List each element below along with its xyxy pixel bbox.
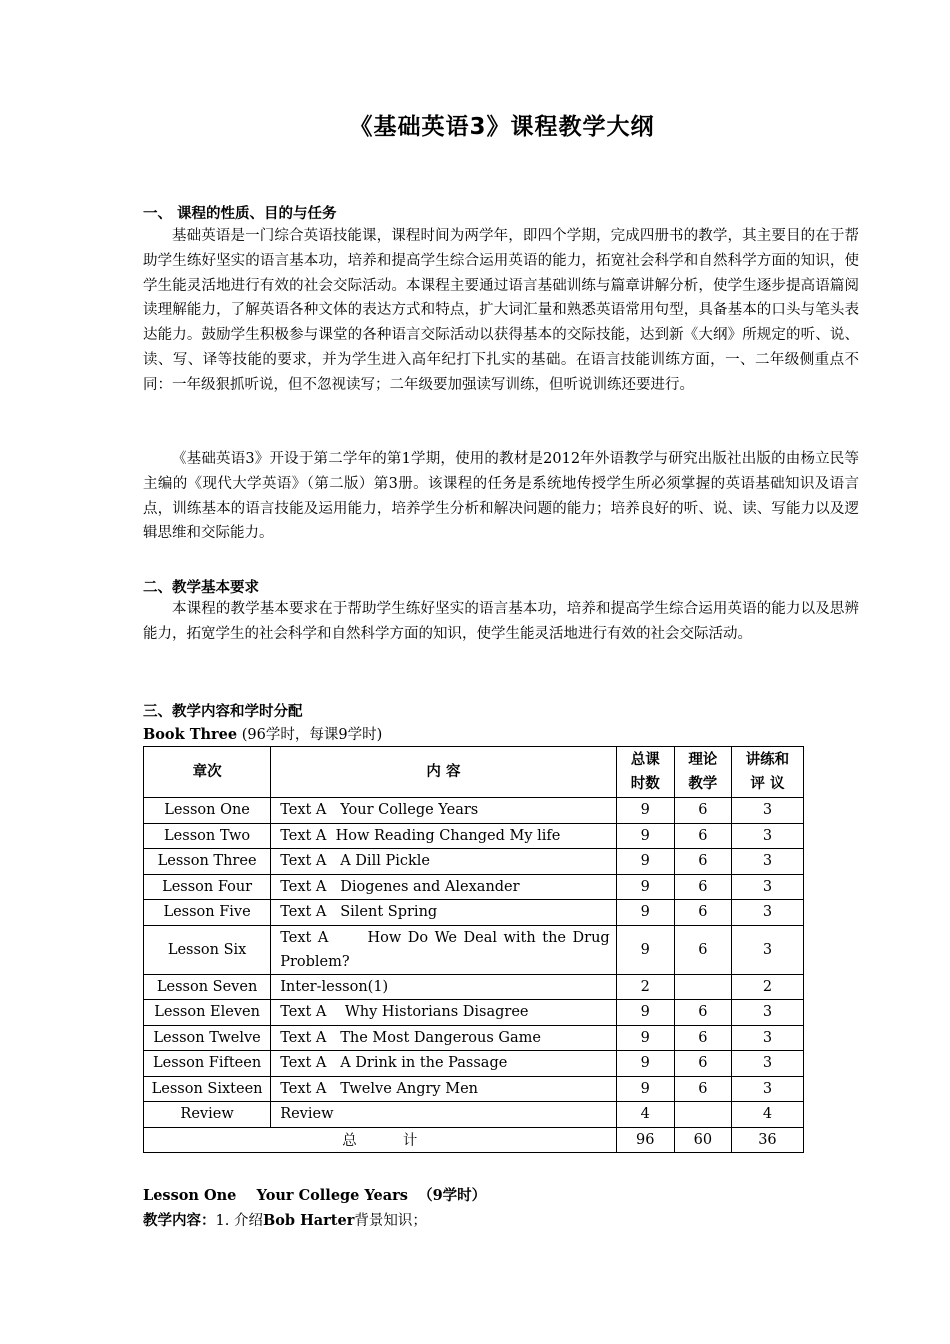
cell-content: Text A Silent Spring	[271, 900, 617, 926]
cell-theory: 6	[674, 849, 731, 875]
cell-chapter: Lesson Seven	[144, 974, 271, 1000]
cell-practice: 3	[731, 1076, 803, 1102]
cell-content: Text A Your College Years	[271, 798, 617, 824]
cell-practice: 3	[731, 849, 803, 875]
section-2-paragraph: 本课程的教学基本要求在于帮助学生练好坚实的语言基本功，培养和提高学生综合运用英语的能力以及思辨能力，拓宽学生的社会科学和自然科学方面的知识，使学生能灵活地进行有效的社会交际活动。	[143, 601, 859, 642]
cell-theory: 6	[674, 874, 731, 900]
cell-total: 9	[616, 1025, 674, 1051]
section-1-paragraph-1: 基础英语是一门综合英语技能课，课程时间为两学年，即四个学期，完成四册书的教学，其主要目的在于帮助学生练好坚实的语言基本功，培养和提高学生综合运用英语的能力，拓宽社会科学和自然科学方面的知识，使学生能灵活地进行有效的社会交际活动。本课程主要通过语言基础训练与篇章讲解分析，使学生逐步提高语篇阅读理解能力，了解英语各种文体的表达方式和特点，扩大词汇量和熟悉英语常用句型，具备基本的口头与笔头表达能力。鼓励学生积极参与课堂的各种语言交际活动以获得基本的交际技能，达到新《大纲》所规定的听、说、读、写、译等技能的要求，并为学生进入高年纪打下扎实的基础。在语言技能训练方面，一、二年级侧重点不同：一年级狠抓听说，但不忽视读写；二年级要加强读写训练，但听说训练还要进行。	[143, 228, 859, 393]
book-note: (96学时，每课9学时)	[237, 727, 383, 743]
summary-total: 96	[616, 1127, 674, 1153]
summary-practice: 36	[731, 1127, 803, 1153]
cell-theory: 6	[674, 823, 731, 849]
cell-total: 9	[616, 1000, 674, 1026]
content-name: Bob Harter	[262, 1212, 355, 1229]
cell-chapter: Lesson Four	[144, 874, 271, 900]
cell-theory: 6	[674, 1076, 731, 1102]
table-row	[144, 849, 804, 875]
cell-content: Text A A Drink in the Passage	[271, 1051, 617, 1077]
header-theory: 理论 教学	[674, 747, 731, 798]
table-row	[144, 1025, 804, 1051]
table-row	[144, 874, 804, 900]
cell-content: Text A How Do We Deal with the Drug Problem?	[271, 925, 617, 974]
content-label: 教学内容：	[143, 1213, 216, 1229]
lesson-one-heading: Lesson One Your College Years （9学时）	[143, 1187, 487, 1204]
cell-chapter: Lesson Two	[144, 823, 271, 849]
section-2-heading: 二、教学基本要求	[143, 580, 259, 596]
cell-practice: 4	[731, 1102, 803, 1128]
cell-theory: 6	[674, 900, 731, 926]
cell-theory	[674, 1102, 731, 1128]
cell-chapter: Lesson One	[144, 798, 271, 824]
table-header-row	[144, 747, 804, 798]
summary-theory: 60	[674, 1127, 731, 1153]
section-3-heading: 三、教学内容和学时分配	[143, 704, 303, 720]
cell-content: Text A A Dill Pickle	[271, 849, 617, 875]
cell-total: 9	[616, 900, 674, 926]
table-row	[144, 823, 804, 849]
cell-content: Text A Why Historians Disagree	[271, 1000, 617, 1026]
cell-theory: 6	[674, 1000, 731, 1026]
cell-practice: 3	[731, 874, 803, 900]
cell-theory: 6	[674, 925, 731, 974]
cell-chapter: Lesson Five	[144, 900, 271, 926]
cell-practice: 3	[731, 925, 803, 974]
cell-chapter: Lesson Eleven	[144, 1000, 271, 1026]
table-row	[144, 900, 804, 926]
cell-practice: 3	[731, 1000, 803, 1026]
table-row	[144, 1051, 804, 1077]
cell-total: 9	[616, 1051, 674, 1077]
cell-total: 4	[616, 1102, 674, 1128]
cell-total: 9	[616, 1076, 674, 1102]
table-row	[144, 798, 804, 824]
cell-practice: 3	[731, 798, 803, 824]
summary-label: 总 计	[144, 1127, 617, 1153]
cell-content: Inter-lesson(1)	[271, 974, 617, 1000]
cell-total: 9	[616, 925, 674, 974]
table-row	[144, 974, 804, 1000]
cell-chapter: Lesson Six	[144, 925, 271, 974]
cell-theory: 6	[674, 798, 731, 824]
cell-theory	[674, 974, 731, 1000]
content-suffix: 背景知识；	[354, 1213, 427, 1229]
cell-total: 9	[616, 798, 674, 824]
header-content: 内 容	[271, 747, 617, 798]
cell-practice: 3	[731, 1051, 803, 1077]
cell-theory: 6	[674, 1025, 731, 1051]
table-row	[144, 1102, 804, 1128]
cell-chapter: Lesson Twelve	[144, 1025, 271, 1051]
cell-chapter: Lesson Sixteen	[144, 1076, 271, 1102]
cell-content: Text A Twelve Angry Men	[271, 1076, 617, 1102]
cell-total: 2	[616, 974, 674, 1000]
content-prefix: 1. 介绍	[215, 1213, 263, 1229]
header-practice: 讲练和 评 议	[731, 747, 803, 798]
table-row	[144, 925, 804, 974]
cell-practice: 3	[731, 1025, 803, 1051]
section-1-heading: 一、 课程的性质、目的与任务	[143, 206, 337, 222]
cell-total: 9	[616, 874, 674, 900]
cell-total: 9	[616, 823, 674, 849]
cell-chapter: Review	[144, 1102, 271, 1128]
table-summary-row	[144, 1127, 804, 1153]
section-1-paragraph-2: 《基础英语3》开设于第二学年的第1学期，使用的教材是2012年外语教学与研究出版社出版的由杨立民等主编的《现代大学英语》（第二版）第3册。该课程的任务是系统地传授学生所必须掌握的英语基础知识及语言点，训练基本的语言技能及运用能力，培养学生分析和解决问题的能力；培养良好的听、说、读、写能力以及逻辑思维和交际能力。	[143, 451, 859, 542]
cell-content: Text A How Reading Changed My life	[271, 823, 617, 849]
lesson-one-content-line	[143, 1209, 427, 1230]
table-row	[144, 1000, 804, 1026]
header-total-hours: 总课 时数	[616, 747, 674, 798]
cell-chapter: Lesson Three	[144, 849, 271, 875]
page-title: 《基础英语3》课程教学大纲	[349, 114, 655, 140]
book-label: Book Three	[143, 726, 238, 743]
cell-practice: 2	[731, 974, 803, 1000]
cell-chapter: Lesson Fifteen	[144, 1051, 271, 1077]
cell-total: 9	[616, 849, 674, 875]
book-label-line	[143, 723, 382, 744]
cell-practice: 3	[731, 900, 803, 926]
cell-theory: 6	[674, 1051, 731, 1077]
cell-content: Review	[271, 1102, 617, 1128]
table-row	[144, 1076, 804, 1102]
cell-practice: 3	[731, 823, 803, 849]
header-chapter: 章次	[144, 747, 271, 798]
cell-content: Text A Diogenes and Alexander	[271, 874, 617, 900]
cell-content: Text A The Most Dangerous Game	[271, 1025, 617, 1051]
schedule-table	[143, 746, 804, 1153]
